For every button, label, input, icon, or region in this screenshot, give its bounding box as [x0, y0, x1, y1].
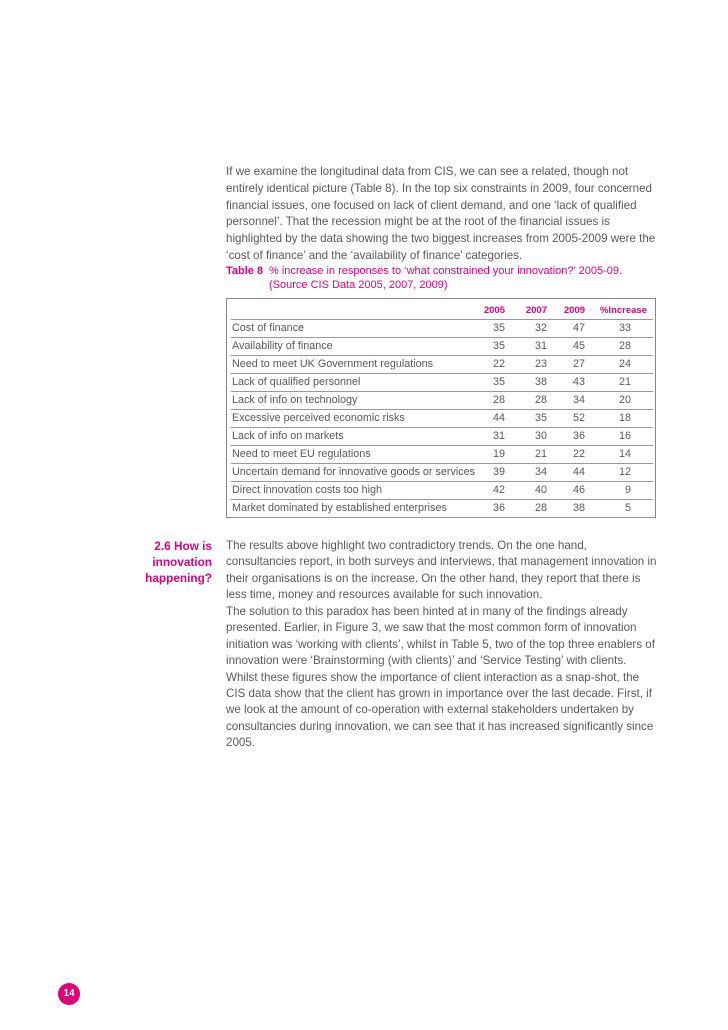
- row-label: Uncertain demand for innovative goods or services: [232, 466, 476, 478]
- table-row: [231, 374, 653, 392]
- table-row: [231, 410, 653, 428]
- header-2009: 2009: [563, 305, 585, 316]
- table-caption-text: [269, 264, 669, 292]
- table-row: [231, 428, 653, 446]
- cell-v2007: 35: [534, 412, 547, 424]
- cell-v2007: 28: [534, 394, 547, 406]
- header-increase: %Increase: [599, 305, 647, 316]
- cell-v2007: 34: [534, 466, 547, 478]
- cell-v2009: 36: [572, 430, 585, 442]
- section-heading-line3: happening?: [145, 571, 212, 586]
- cell-inc: 16: [618, 430, 631, 442]
- cell-v2009: 34: [572, 394, 585, 406]
- table-row: [231, 392, 653, 410]
- intro-paragraph: If we examine the longitudinal data from CIS, we can see a related, though not entirely identical picture (Table 8). In the top six constraints in 2009, four concerned financial issues, one focused on lack of client demand, and one ‘lack of qualified personnel’. That the recession might be at the root of the financial issues is highlighted by the data showing the two biggest increases from 2005-2009 were the ‘cost of finance’ and the ‘availability of finance’ categories.: [226, 165, 656, 262]
- table-caption-line1: % increase in responses to ‘what constrained your innovation?’ 2005-09.: [269, 265, 623, 277]
- cell-v2009: 38: [572, 502, 585, 514]
- cell-v2007: 28: [534, 502, 547, 514]
- cell-v2009: 22: [572, 448, 585, 460]
- table-row: [231, 482, 653, 500]
- cell-v2007: 23: [534, 358, 547, 370]
- header-2005: 2005: [483, 305, 505, 316]
- cell-v2009: 44: [572, 466, 585, 478]
- table-header: [227, 299, 655, 321]
- cell-v2005: 42: [492, 484, 505, 496]
- cell-v2009: 45: [572, 340, 585, 352]
- cell-v2005: 44: [492, 412, 505, 424]
- table-row: [231, 500, 653, 518]
- table-caption-line2: (Source CIS Data 2005, 2007, 2009): [269, 279, 448, 291]
- row-label: Lack of info on markets: [232, 430, 344, 442]
- cell-v2005: 19: [492, 448, 505, 460]
- row-label: Need to meet UK Government regulations: [232, 358, 434, 370]
- cell-v2009: 46: [572, 484, 585, 496]
- cell-inc: 28: [618, 340, 631, 352]
- cell-inc: 12: [618, 466, 631, 478]
- cell-inc: 5: [624, 502, 631, 514]
- data-table: [226, 298, 656, 518]
- cell-v2007: 30: [534, 430, 547, 442]
- table-label: Table 8: [226, 265, 264, 277]
- row-label: Excessive perceived economic risks: [232, 412, 405, 424]
- cell-v2005: 28: [492, 394, 505, 406]
- cell-v2009: 43: [572, 376, 585, 388]
- section-paragraph-2: The solution to this paradox has been hinted at in many of the findings already presented. Earlier, in Figure 3, we saw that the most common form of innovation initiation was ‘working with clients’, whilst in Table 5, two of the top three enablers of innovation were ‘Brainstorming (with clients)’ and ‘Service Testing’ with clients. Whilst these figures show the importance of client interaction as a snap-shot, the CIS data show that the client has grown in importance over the last decade. First, if we look at the amount of co-operation with external stakeholders undertaken by consultancies during innovation, we can see that it has increased significantly since 2005.: [226, 605, 655, 750]
- cell-v2007: 21: [534, 448, 547, 460]
- cell-v2005: 35: [492, 340, 505, 352]
- section-heading: [136, 538, 212, 587]
- table-row: [231, 338, 653, 356]
- cell-v2005: 22: [492, 358, 505, 370]
- cell-v2005: 39: [492, 466, 505, 478]
- cell-inc: 24: [618, 358, 631, 370]
- table-row: [231, 319, 653, 338]
- cell-inc: 18: [618, 412, 631, 424]
- cell-v2005: 31: [492, 430, 505, 442]
- page-number-badge: 14: [58, 983, 80, 1005]
- cell-v2007: 40: [534, 484, 547, 496]
- row-label: Lack of info on technology: [232, 394, 358, 406]
- row-label: Availability of finance: [232, 340, 333, 352]
- section-heading-line1: 2.6 How is: [154, 539, 212, 553]
- table-row: [231, 446, 653, 464]
- row-label: Market dominated by established enterprises: [232, 502, 447, 514]
- cell-v2005: 35: [492, 376, 505, 388]
- row-label: Need to meet EU regulations: [232, 448, 371, 460]
- cell-inc: 21: [618, 376, 631, 388]
- cell-v2007: 38: [534, 376, 547, 388]
- table-row: [231, 356, 653, 374]
- cell-inc: 20: [618, 394, 631, 406]
- table-row: [231, 464, 653, 482]
- row-label: Lack of qualified personnel: [232, 376, 361, 388]
- section-heading-line2: innovation: [152, 555, 212, 570]
- cell-inc: 33: [618, 322, 631, 334]
- cell-v2007: 31: [534, 340, 547, 352]
- header-2007: 2007: [525, 305, 547, 316]
- cell-v2007: 32: [534, 322, 547, 334]
- cell-v2009: 47: [572, 322, 585, 334]
- cell-v2009: 52: [572, 412, 585, 424]
- cell-inc: 9: [624, 484, 631, 496]
- row-label: Direct innovation costs too high: [232, 484, 383, 496]
- table-body: [231, 319, 653, 518]
- cell-v2005: 36: [492, 502, 505, 514]
- cell-inc: 14: [618, 448, 631, 460]
- cell-v2009: 27: [572, 358, 585, 370]
- section-paragraph-1: The results above highlight two contradictory trends. On the one hand, consultancies report, in both surveys and interviews, that management innovation in their organisations is on the increase. On the other hand, they report that there is less time, money and resources available for such innovation.: [226, 539, 657, 602]
- row-label: Cost of finance: [232, 322, 305, 334]
- cell-v2005: 35: [492, 322, 505, 334]
